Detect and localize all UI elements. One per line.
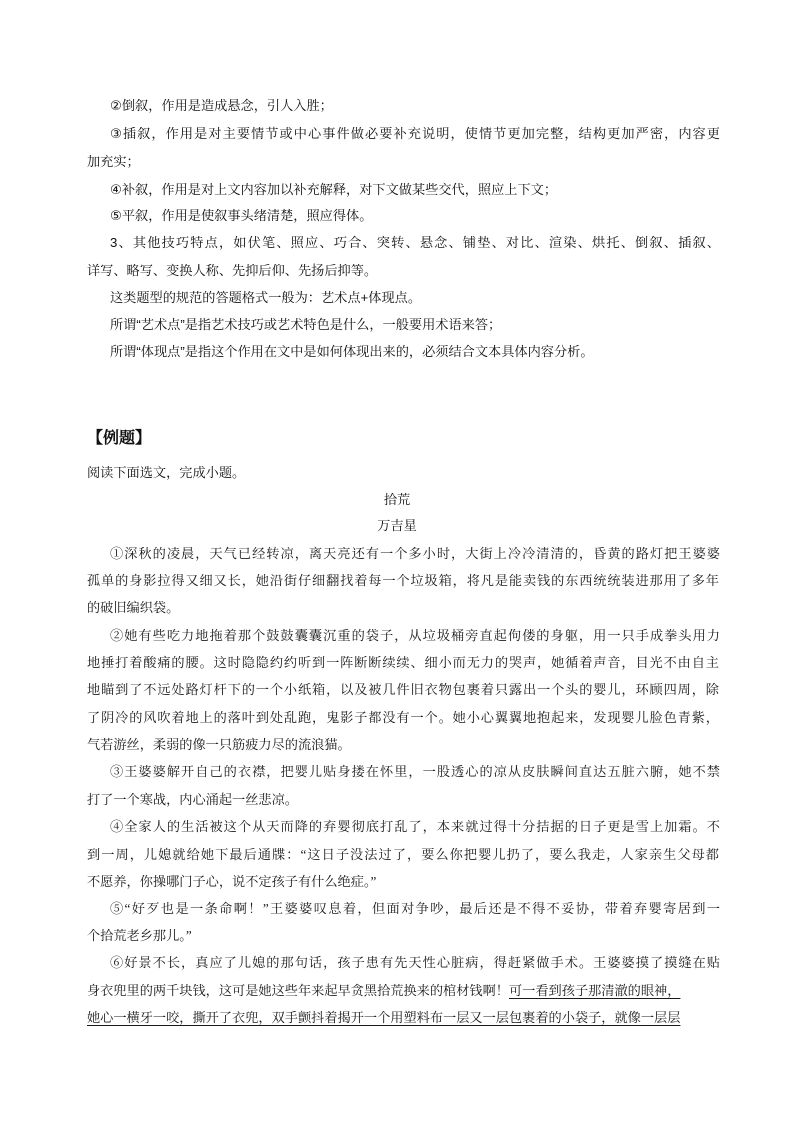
intro-line-art-point: 所谓“艺术点”是指艺术技巧或艺术特色是什么，一般要用术语来答；	[110, 317, 502, 332]
story-p6-line2-plain: 身衣兜里的两千块钱，这可是她这些年来起早贪黑拾荒换来的棺材钱啊！	[87, 983, 509, 998]
story-p6-line3-underlined: 她心一横牙一咬，撕开了衣兜，双手颤抖着揭开一个用塑料布一层又一层包裹着的小袋子，就像一层层	[87, 1010, 681, 1025]
story-p2-line2: 地捶打着酸痛的腰。这时隐隐约约听到一阵断断续续、细小而无力的哭声，她循着声音，目光不由自主	[87, 655, 719, 670]
intro-line-techniques-cont: 详写、略写、变换人称、先抑后仰、先扬后抑等。	[87, 263, 378, 278]
story-p2-line5: 气若游丝，柔弱的像一只筋疲力尽的流浪猫。	[87, 737, 351, 752]
intro-line-insertion: ③插叙，作用是对主要情节或中心事件做必要补充说明，使情节更加完整，结构更加严密，内容更	[110, 126, 720, 141]
example-instruction: 阅读下面选文，完成小题。	[87, 465, 246, 480]
story-p5-line1: ⑤“好歹也是一条命啊！”王婆婆叹息着，但面对争吵，最后还是不得不妥协，带着弃婴寄居到一	[110, 901, 720, 916]
story-p5-line2: 个拾荒老乡那儿。”	[87, 928, 192, 943]
intro-line-insertion-cont: 加充实；	[87, 154, 140, 169]
intro-line-supplement: ④补叙，作用是对上文内容加以补充解释，对下文做某些交代，照应上下文；	[110, 182, 558, 197]
story-p4-line2: 到一周，儿媳就给她下最后通牒：“这日子没法过了，要么你把婴儿扔了，要么我走，人家亲生父母都	[87, 847, 719, 862]
intro-line-flashback: ②倒叙，作用是造成悬念，引人入胜；	[110, 98, 333, 113]
story-p2-line3: 地瞄到了不远处路灯杆下的一个小纸箱，以及被几件旧衣物包裹着只露出一个头的婴儿，环顾四周，除	[87, 682, 719, 697]
story-p4-line1: ④全家人的生活被这个从天而降的弃婴彻底打乱了，本来就过得十分拮据的日子更是雪上加霜。不	[110, 819, 720, 834]
story-p6-line2	[87, 981, 719, 1001]
story-p2-line1: ②她有些吃力地拖着那个鼓鼓囊囊沉重的袋子，从垃圾桶旁直起佝偻的身躯，用一只手成拳头用力	[110, 628, 720, 643]
story-p2-line4: 了阴冷的风吹着地上的落叶到处乱跑，鬼影子都没有一个。她小心翼翼地抱起来，发现婴儿脸色青紫，	[87, 710, 719, 725]
intro-line-parallel: ⑤平叙，作用是使叙事头绪清楚，照应得体。	[110, 208, 373, 223]
intro-line-embody-point: 所谓“体现点”是指这个作用在文中是如何体现出来的，必须结合文本具体内容分析。	[110, 344, 594, 359]
intro-line-techniques: 3、其他技巧特点，如伏笔、照应、巧合、突转、悬念、铺垫、对比、渲染、烘托、倒叙、插叙、	[110, 235, 720, 250]
story-p1-line3: 的破旧编织袋。	[87, 600, 180, 615]
intro-line-answer-format: 这类题型的规范的答题格式一般为：艺术点+体现点。	[110, 290, 422, 305]
story-author: 万吉星	[377, 518, 417, 533]
story-p3-line1: ③王婆婆解开自己的衣襟，把婴儿贴身搂在怀里，一股透心的凉从皮肤瞬间直达五脏六腑，她不禁	[110, 764, 720, 779]
story-p1-line2: 孤单的身影拉得又细又长，她沿街仔细翻找着每一个垃圾箱，将凡是能卖钱的东西统统装进那用了多年	[87, 573, 719, 588]
example-heading: 【例题】	[87, 430, 152, 447]
story-p4-line3: 不愿养，你操哪门子心，说不定孩子有什么绝症。”	[87, 874, 377, 889]
story-title: 拾荒	[383, 492, 411, 507]
story-p1-line1: ①深秋的凌晨，天气已经转凉，离天亮还有一个多小时，大街上冷冷清清的，昏黄的路灯把王婆婆	[110, 546, 720, 561]
story-p6-line2-underlined: 可一看到孩子那清澈的眼神，	[509, 983, 681, 998]
story-p6-line1: ⑥好景不长，真应了儿媳的那句话，孩子患有先天性心脏病，得赶紧做手术。王婆婆摸了摸缝在贴	[110, 955, 720, 970]
story-p3-line2: 打了一个寒战，内心涌起一丝悲凉。	[87, 792, 298, 807]
